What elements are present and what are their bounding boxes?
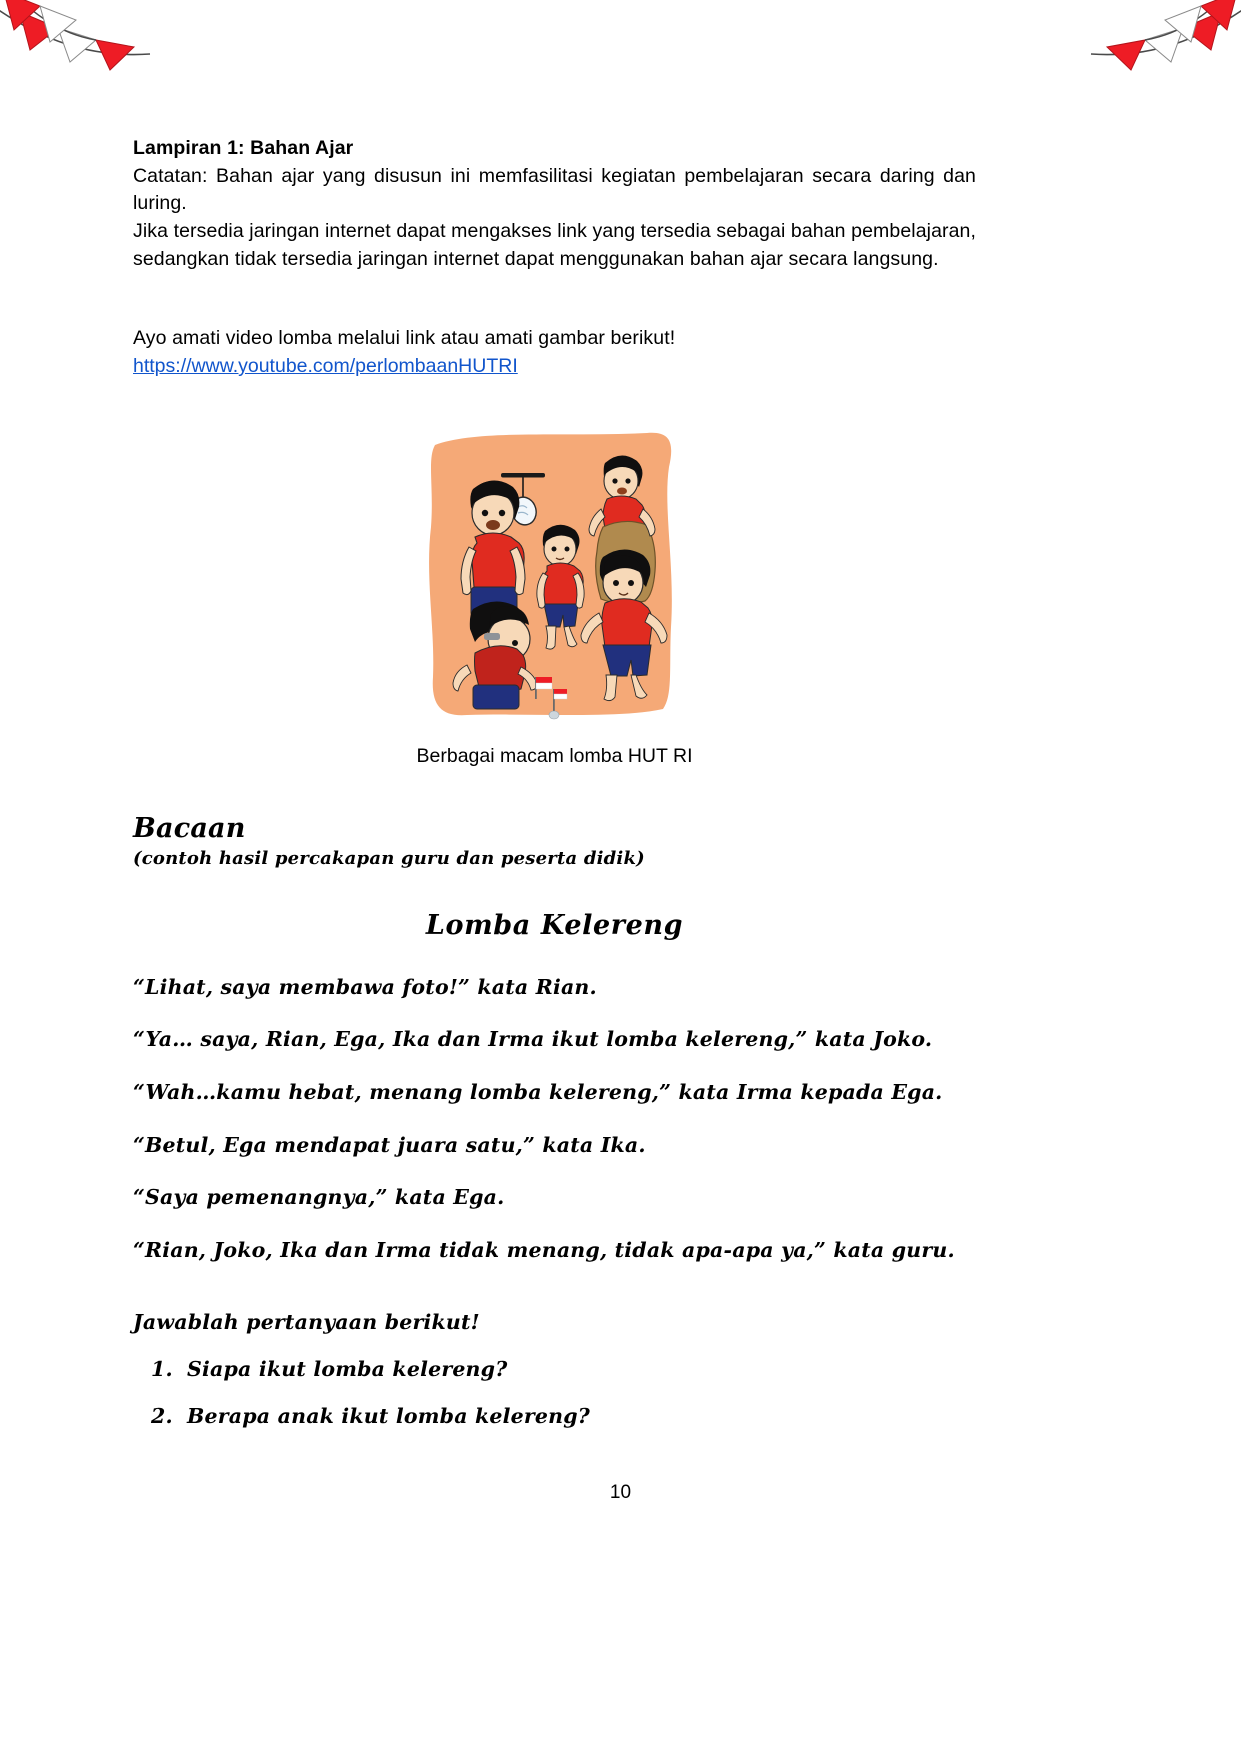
question-number: 2. [151, 1403, 173, 1428]
youtube-link[interactable]: https://www.youtube.com/perlombaanHUTRI [133, 355, 518, 378]
figure-block [133, 427, 976, 769]
child-standing [461, 480, 525, 617]
story-title: Lomba Kelereng [425, 909, 684, 941]
bunting-flags-left [0, 0, 320, 110]
question-text: Siapa ikut lomba kelereng? [187, 1356, 508, 1381]
reading-subtitle: (contoh hasil percakapan guru dan peserta didik) [133, 848, 645, 870]
dialog-line: “Wah…kamu hebat, menang lomba kelereng,” kata Irma kepada Ega. [133, 1079, 943, 1104]
reading-title: Bacaan [133, 813, 246, 845]
figure-caption: Berbagai macam lomba HUT RI [416, 744, 693, 767]
question-text: Berapa anak ikut lomba kelereng? [187, 1403, 590, 1428]
dialog-line: “Lihat, saya membawa foto!” kata Rian. [133, 974, 597, 999]
dialog-line: “Betul, Ega mendapat juara satu,” kata Ika. [133, 1132, 646, 1157]
instruction-text: Ayo amati video lomba melalui link atau amati gambar berikut! [133, 327, 676, 350]
list-item [133, 1404, 976, 1429]
list-item [133, 1357, 976, 1382]
competition-illustration [417, 427, 692, 727]
question-number: 1. [151, 1356, 173, 1381]
page-title: Lampiran 1: Bahan Ajar [133, 137, 354, 159]
dialog-line: “Rian, Joko, Ika dan Irma tidak menang, tidak apa-apa ya,” kata guru. [133, 1237, 955, 1262]
bunting-flags-right [921, 0, 1241, 110]
dialog-line: “Saya pemenangnya,” kata Ega. [133, 1185, 505, 1210]
page-number: 10 [609, 1482, 632, 1503]
questions-heading: Jawablah pertanyaan berikut! [133, 1310, 480, 1335]
questions-list [133, 1357, 976, 1428]
dialog-line: “Ya… saya, Rian, Ega, Ika dan Irma ikut lomba kelereng,” kata Joko. [133, 1027, 933, 1052]
note-paragraph-1: Catatan: Bahan ajar yang disusun ini memfasilitasi kegiatan pembelajaran secara daring dan luring. [133, 164, 976, 215]
note-paragraph-2: Jika tersedia jaringan internet dapat mengakses link yang tersedia sebagai bahan pembelajaran, sedangkan tidak tersedia jaringan internet dapat menggunakan bahan ajar secara langsung. [133, 220, 977, 270]
